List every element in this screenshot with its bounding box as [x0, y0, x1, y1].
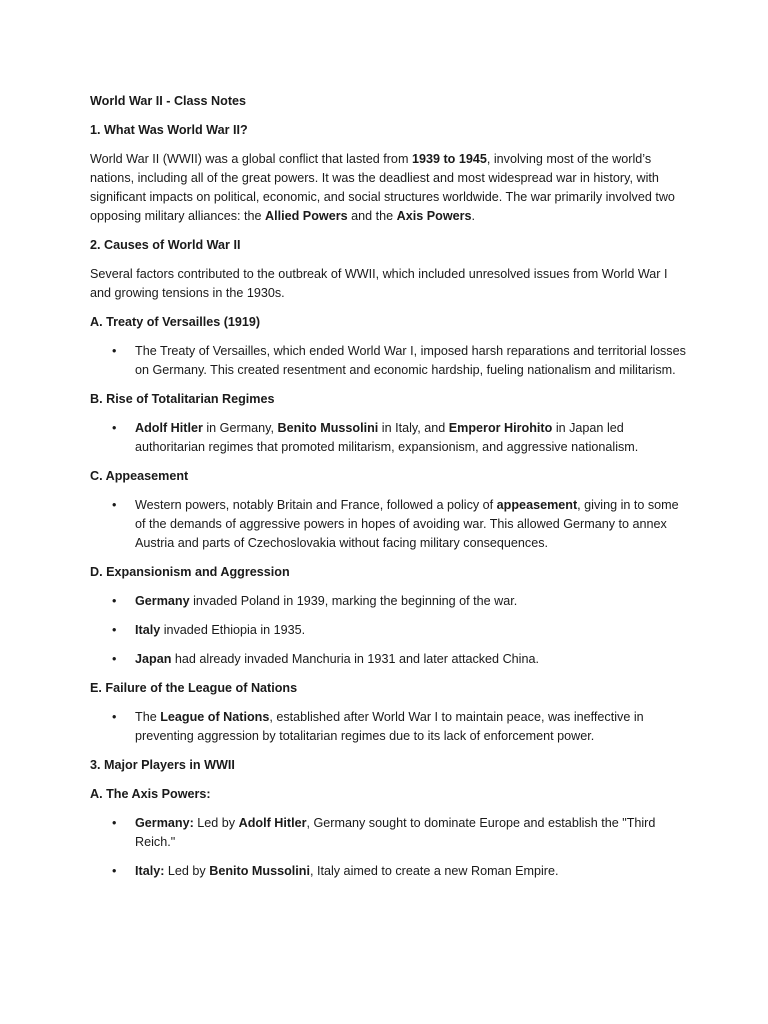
document-title: World War II - Class Notes — [90, 94, 247, 108]
bullet-list-regimes — [90, 419, 690, 457]
bullet-list-axis-powers — [90, 814, 690, 881]
bullet-list-expansionism — [90, 592, 690, 669]
list-item: • Adolf Hitler in Germany, Benito Mussolini in Italy, and Emperor Hirohito in Japan led authoritarian regimes that promoted militarism, expansionism, and aggressive nationalism. — [90, 419, 690, 457]
bullet-list-treaty — [90, 342, 690, 380]
section-heading-what-was-wwii: 1. What Was World War II? — [90, 123, 248, 137]
section-heading-major-players: 3. Major Players in WWII — [90, 758, 235, 772]
section-paragraph-what-was-wwii: World War II (WWII) was a global conflict that lasted from 1939 to 1945, involving most of the world’s nations, including all of the great powers. It was the deadliest and most widespread war in history, with significant impacts on political, economic, and social structures worldwide. The war primarily involved two opposing military alliances: the Allied Powers and the Axis Powers. — [90, 152, 675, 223]
list-item: • Japan had already invaded Manchuria in 1931 and later attacked China. — [90, 650, 690, 669]
section-heading-causes: 2. Causes of World War II — [90, 238, 241, 252]
list-item: • Italy: Led by Benito Mussolini, Italy aimed to create a new Roman Empire. — [90, 862, 690, 881]
bullet-list-appeasement — [90, 496, 690, 553]
list-item: • Italy invaded Ethiopia in 1935. — [90, 621, 690, 640]
subheading-treaty-of-versailles: A. Treaty of Versailles (1919) — [90, 315, 261, 329]
document-page — [90, 92, 690, 891]
subheading-totalitarian-regimes: B. Rise of Totalitarian Regimes — [90, 392, 275, 406]
list-item: • The League of Nations, established after World War I to maintain peace, was ineffective in preventing aggression by totalitarian regimes due to its lack of enforcement power. — [90, 708, 690, 746]
section-paragraph-causes-intro: Several factors contributed to the outbreak of WWII, which included unresolved issues from World War I and growing tensions in the 1930s. — [90, 267, 668, 300]
list-item: • The Treaty of Versailles, which ended World War I, imposed harsh reparations and territorial losses on Germany. This created resentment and economic hardship, fueling nationalism and militarism. — [90, 342, 690, 380]
list-item: • Germany: Led by Adolf Hitler, Germany sought to dominate Europe and establish the "Third Reich." — [90, 814, 690, 852]
subheading-league-of-nations: E. Failure of the League of Nations — [90, 681, 298, 695]
subheading-expansionism: D. Expansionism and Aggression — [90, 565, 290, 579]
subheading-axis-powers: A. The Axis Powers: — [90, 787, 211, 801]
bullet-list-league — [90, 708, 690, 746]
list-item: • Western powers, notably Britain and France, followed a policy of appeasement, giving in to some of the demands of aggressive powers in hopes of avoiding war. This allowed Germany to annex Austria and parts of Czechoslovakia without facing military consequences. — [90, 496, 690, 553]
list-item: • Germany invaded Poland in 1939, marking the beginning of the war. — [90, 592, 690, 611]
subheading-appeasement: C. Appeasement — [90, 469, 189, 483]
